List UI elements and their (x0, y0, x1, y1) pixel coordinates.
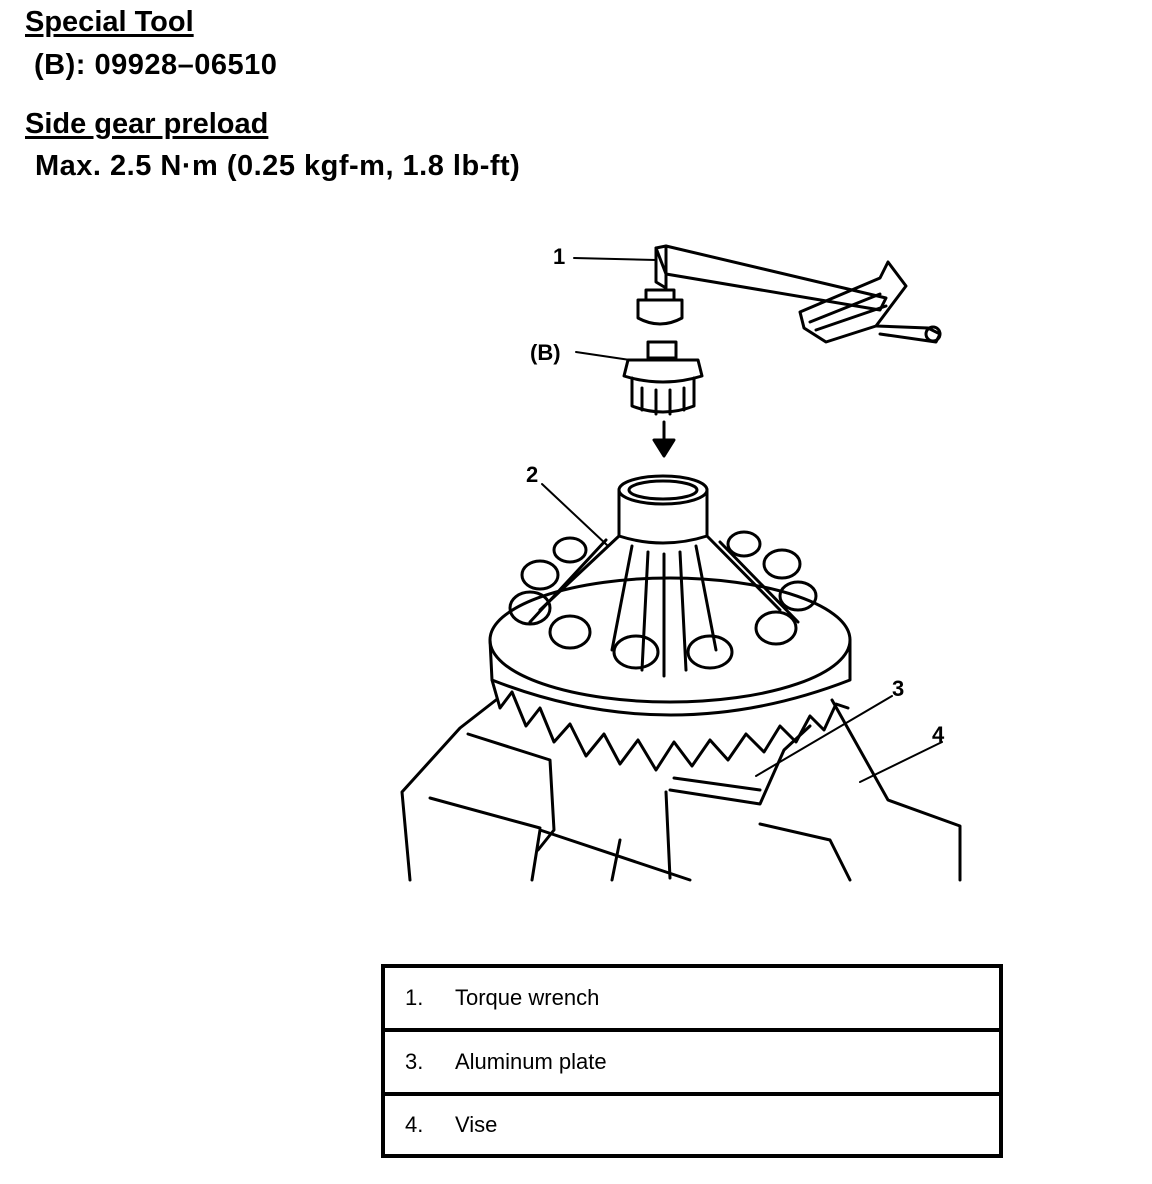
differential-preload-illustration (380, 230, 1000, 900)
legend-number: 3. (383, 1030, 455, 1094)
legend-number: 1. (383, 966, 455, 1030)
differential-case-drawing (490, 476, 850, 770)
side-gear-preload-value: Max. 2.5 N·m (0.25 kgf-m, 1.8 lb-ft) (35, 150, 521, 182)
legend-label: Vise (455, 1112, 498, 1137)
vise-drawing (402, 700, 960, 880)
callout-2: 2 (526, 462, 539, 487)
table-row (383, 1030, 1001, 1094)
legend-label: Torque wrench (455, 966, 1001, 1030)
parts-legend-table (381, 964, 1003, 1158)
callout-4: 4 (932, 722, 945, 747)
torque-wrench-drawing (638, 246, 940, 342)
special-tool-b-drawing (624, 342, 702, 414)
callout-b: (B) (530, 340, 561, 365)
callout-leaders (542, 258, 942, 782)
callout-1: 1 (553, 244, 566, 269)
callout-3: 3 (892, 676, 905, 701)
legend-label: Aluminum plate (455, 1030, 1001, 1094)
special-tool-heading: Special Tool (25, 6, 194, 38)
legend-number: 4. (405, 1112, 424, 1137)
table-row (383, 1094, 1001, 1156)
table-row (383, 966, 1001, 1030)
side-gear-preload-heading: Side gear preload (25, 108, 269, 140)
special-tool-value: (B): 09928–06510 (34, 49, 278, 81)
